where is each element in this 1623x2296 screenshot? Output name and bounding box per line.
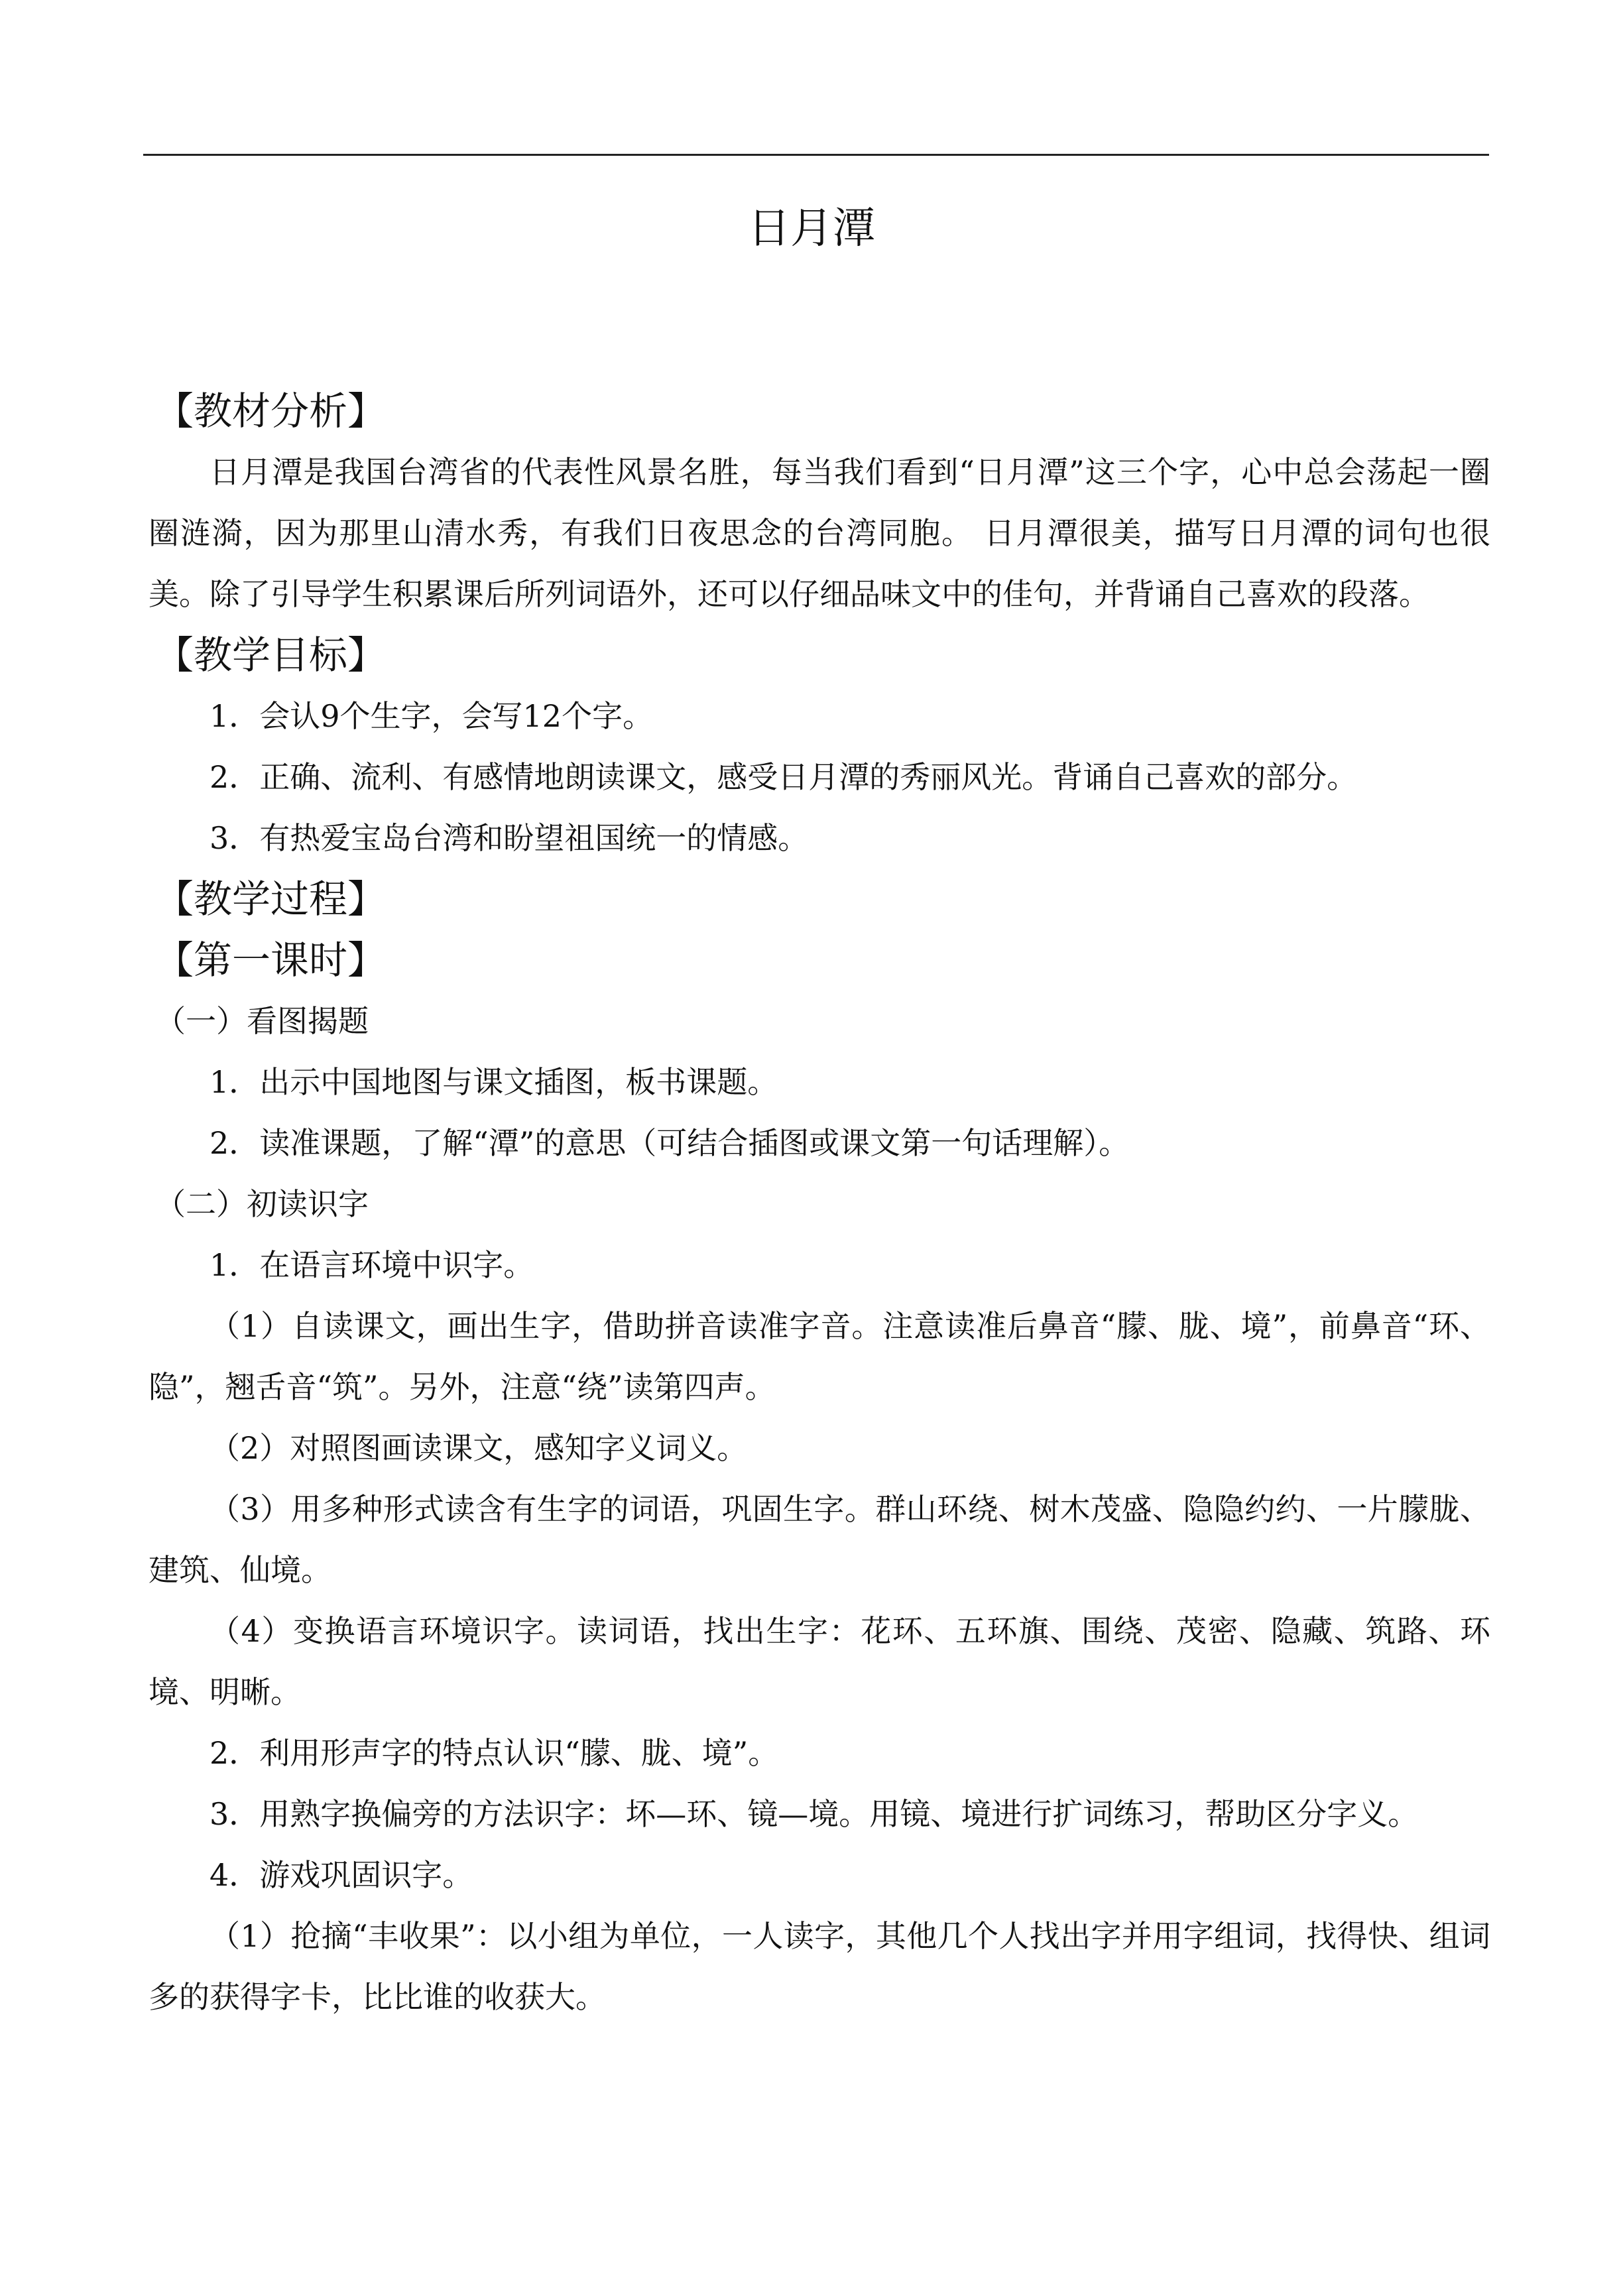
part-2-heading: （二）初读识字: [155, 1186, 369, 1222]
goal-item: 1．会认9个生字，会写12个字。: [210, 698, 654, 734]
part-2-subitem: （2）对照图画读课文，感知字义词义。: [210, 1430, 748, 1466]
section-heading-goals: 【教学目标】: [155, 633, 387, 678]
part-1-heading: （一）看图揭题: [155, 1003, 369, 1039]
part-1-item: 1．出示中国地图与课文插图，板书课题。: [210, 1064, 778, 1100]
part-2-item: 3．用熟字换偏旁的方法识字：坏—环、镜—境。用镜、境进行扩词练习，帮助区分字义。: [210, 1796, 1419, 1832]
part-2-item: 4．游戏巩固识字。: [210, 1857, 473, 1893]
document-body: [149, 381, 1490, 2027]
part-2-subitem: （3）用多种形式读含有生字的词语，巩固生字。群山环绕、树木茂盛、隐隐约约、一片朦胧、建筑、仙境。: [149, 1491, 1490, 1588]
goal-item: 3．有热爱宝岛台湾和盼望祖国统一的情感。: [210, 820, 809, 856]
goal-item: 2．正确、流利、有感情地朗读课文，感受日月潭的秀丽风光。背诵自己喜欢的部分。: [210, 759, 1358, 795]
part-2-subitem: （1）自读课文，画出生字，借助拼音读准字音。注意读准后鼻音“朦、胧、境”，前鼻音“环、隐”，翘舌音“筑”。另外，注意“绕”读第四声。: [149, 1308, 1490, 1405]
page-title: 日月潭: [748, 204, 875, 253]
part-1-item: 2．读准课题，了解“潭”的意思（可结合插图或课文第一句话理解）。: [210, 1125, 1130, 1161]
part-2-item: 1．在语言环境中识字。: [210, 1247, 534, 1283]
header-rule: [143, 154, 1489, 156]
analysis-paragraph: 日月潭是我国台湾省的代表性风景名胜，每当我们看到“日月潭”这三个字，心中总会荡起一圈圈涟漪，因为那里山清水秀，有我们日夜思念的台湾同胞。 日月潭很美，描写日月潭的词句也很美。除了引导学生积累课后所列词语外，还可以仔细品味文中的佳句，并背诵自己喜欢的段落。: [149, 454, 1490, 612]
part-2-item: 2．利用形声字的特点认识“朦、胧、境”。: [210, 1735, 779, 1771]
part-2-game-item: （1）抢摘“丰收果”：以小组为单位，一人读字，其他几个人找出字并用字组词，找得快、组词多的获得字卡，比比谁的收获大。: [149, 1918, 1490, 2015]
part-2-subitem: （4）变换语言环境识字。读词语，找出生字：花环、五环旗、围绕、茂密、隐藏、筑路、环境、明晰。: [149, 1613, 1490, 1710]
section-heading-lesson-1: 【第一课时】: [155, 937, 387, 983]
section-heading-process: 【教学过程】: [155, 876, 387, 922]
section-heading-analysis: 【教材分析】: [155, 389, 387, 434]
